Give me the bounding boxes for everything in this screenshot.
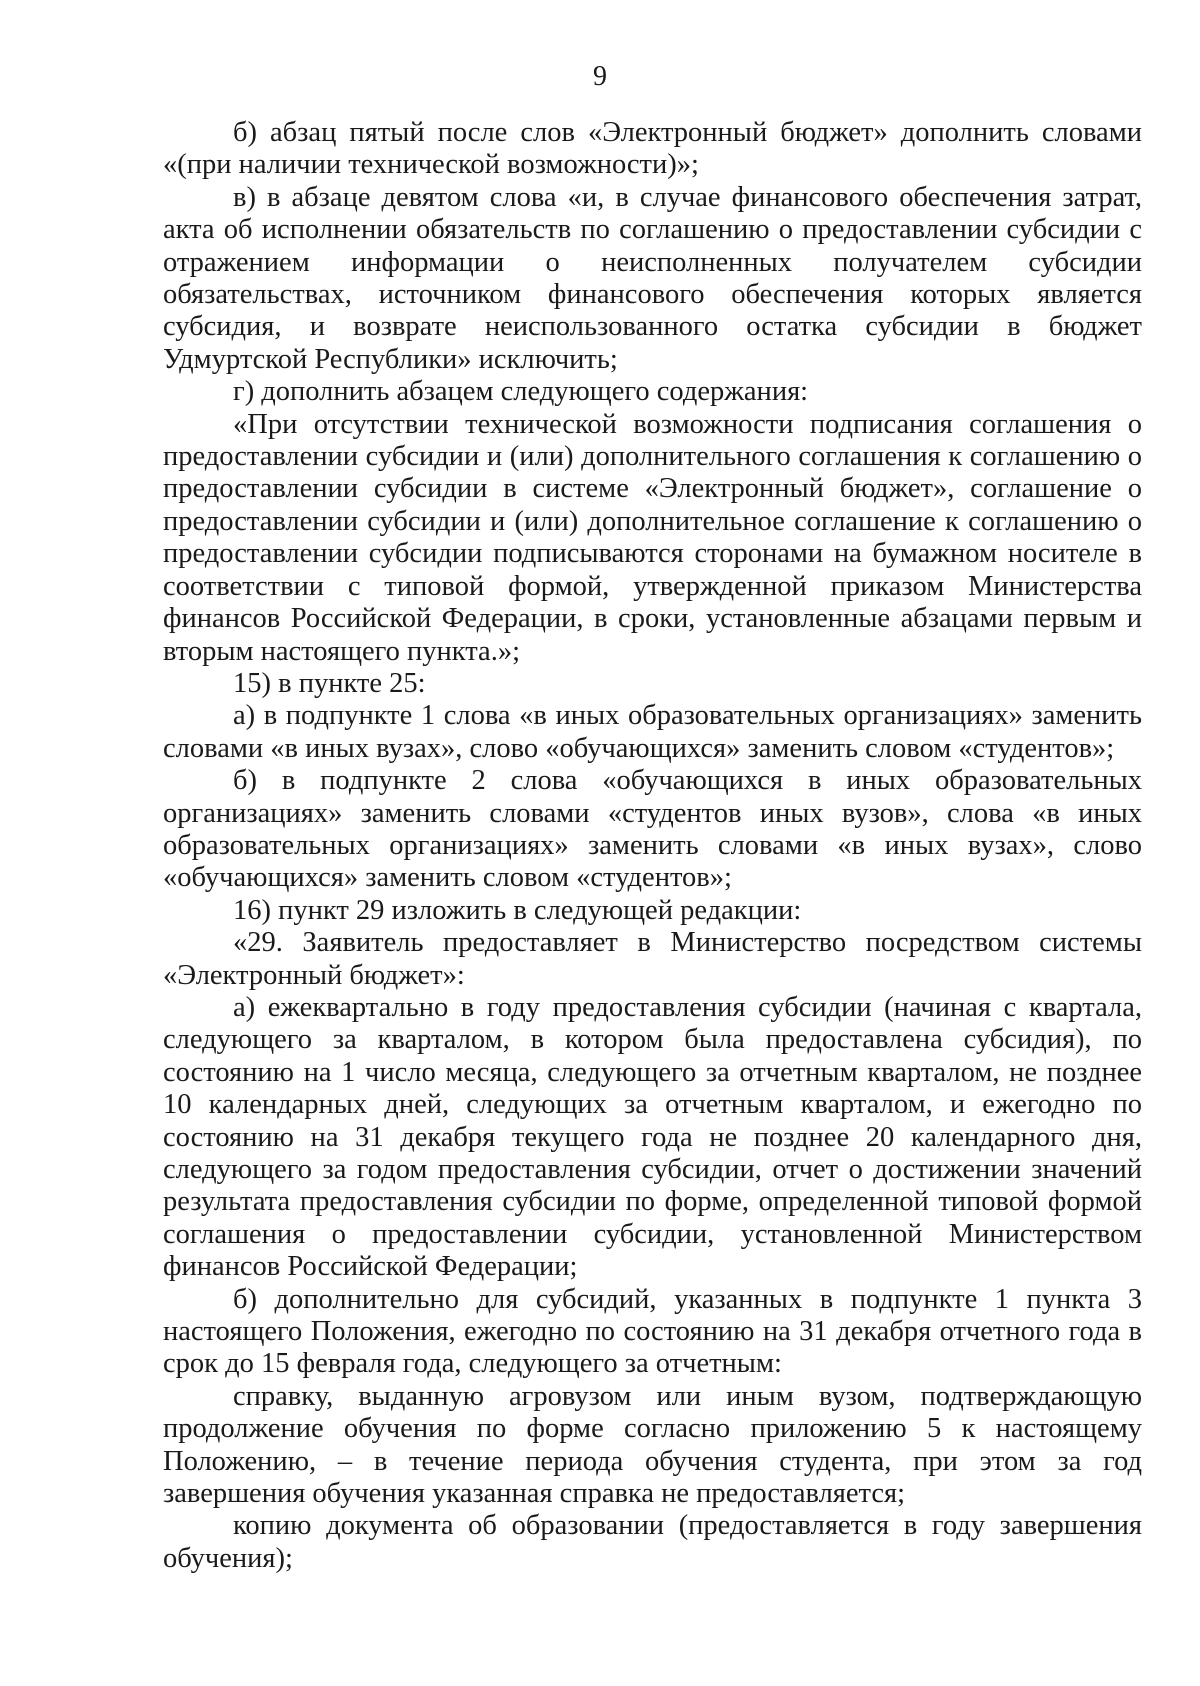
document-body [163, 117, 1142, 1575]
paragraph: а) ежеквартально в году предоставления субсидии (начиная с квартала, следующего за кварталом, в котором была предоставлена субсидия), по состоянию на 1 число месяца, следующего за отчетным кварталом, не позднее 10 календарных дней, следующих за отчетным кварталом, и ежегодно по состоянию на 31 декабря текущего года не позднее 20 календарного дня, следующего за годом предоставления субсидии, отчет о достижении значений результата предоставления субсидии по форме, определенной типовой формой соглашения о предоставлении субсидии, установленной Министерством финансов Российской Федерации; [163, 991, 1142, 1283]
paragraph: «При отсутствии технической возможности подписания соглашения о предоставлении субсидии и (или) дополнительного соглашения к соглашению о предоставлении субсидии в системе «Электронный бюджет», соглашение о предоставлении субсидии и (или) дополнительное соглашение к соглашению о предоставлении субсидии подписываются сторонами на бумажном носителе в соответствии с типовой формой, утвержденной приказом Министерства финансов Российской Федерации, в сроки, установленные абзацами первым и вторым настоящего пункта.»; [163, 408, 1142, 667]
paragraph: в) в абзаце девятом слова «и, в случае финансового обеспечения затрат, акта об исполнении обязательств по соглашению о предоставлении субсидии с отражением информации о неисполненных получателем субсидии обязательствах, источником финансового обеспечения которых является субсидия, и возврате неиспользованного остатка субсидии в бюджет Удмуртской Республики» исключить; [163, 181, 1142, 375]
paragraph: а) в подпункте 1 слова «в иных образовательных организациях» заменить словами «в иных вузах», слово «обучающихся» заменить словом «студентов»; [163, 700, 1142, 764]
paragraph: б) в подпункте 2 слова «обучающихся в иных образовательных организациях» заменить словами «студентов иных вузов», слова «в иных образовательных организациях» заменить словами «в иных вузах», слово «обучающихся» заменить словом «студентов»; [163, 765, 1142, 894]
paragraph: 15) в пункте 25: [233, 667, 426, 699]
paragraph: справку, выданную агровузом или иным вузом, подтверждающую продолжение обучения по форме согласно приложению 5 к настоящему Положению, – в течение периода обучения студента, при этом за год завершения обучения указанная справка не предоставляется; [163, 1380, 1142, 1510]
paragraph: 16) пункт 29 изложить в следующей редакции: [233, 894, 802, 926]
paragraph: копию документа об образовании (предоставляется в году завершения обучения); [163, 1510, 1142, 1574]
paragraph: б) абзац пятый после слов «Электронный бюджет» дополнить словами «(при наличии технической возможности)»; [163, 117, 1142, 181]
paragraph: «29. Заявитель предоставляет в Министерство посредством системы «Электронный бюджет»: [163, 927, 1142, 991]
paragraph: б) дополнительно для субсидий, указанных в подпункте 1 пункта 3 настоящего Положения, ежегодно по состоянию на 31 декабря отчетного года в срок до 15 февраля года, следующего за отчетным: [163, 1283, 1142, 1380]
page-number: 9 [593, 61, 607, 92]
paragraph: г) дополнить абзацем следующего содержания: [233, 376, 809, 408]
